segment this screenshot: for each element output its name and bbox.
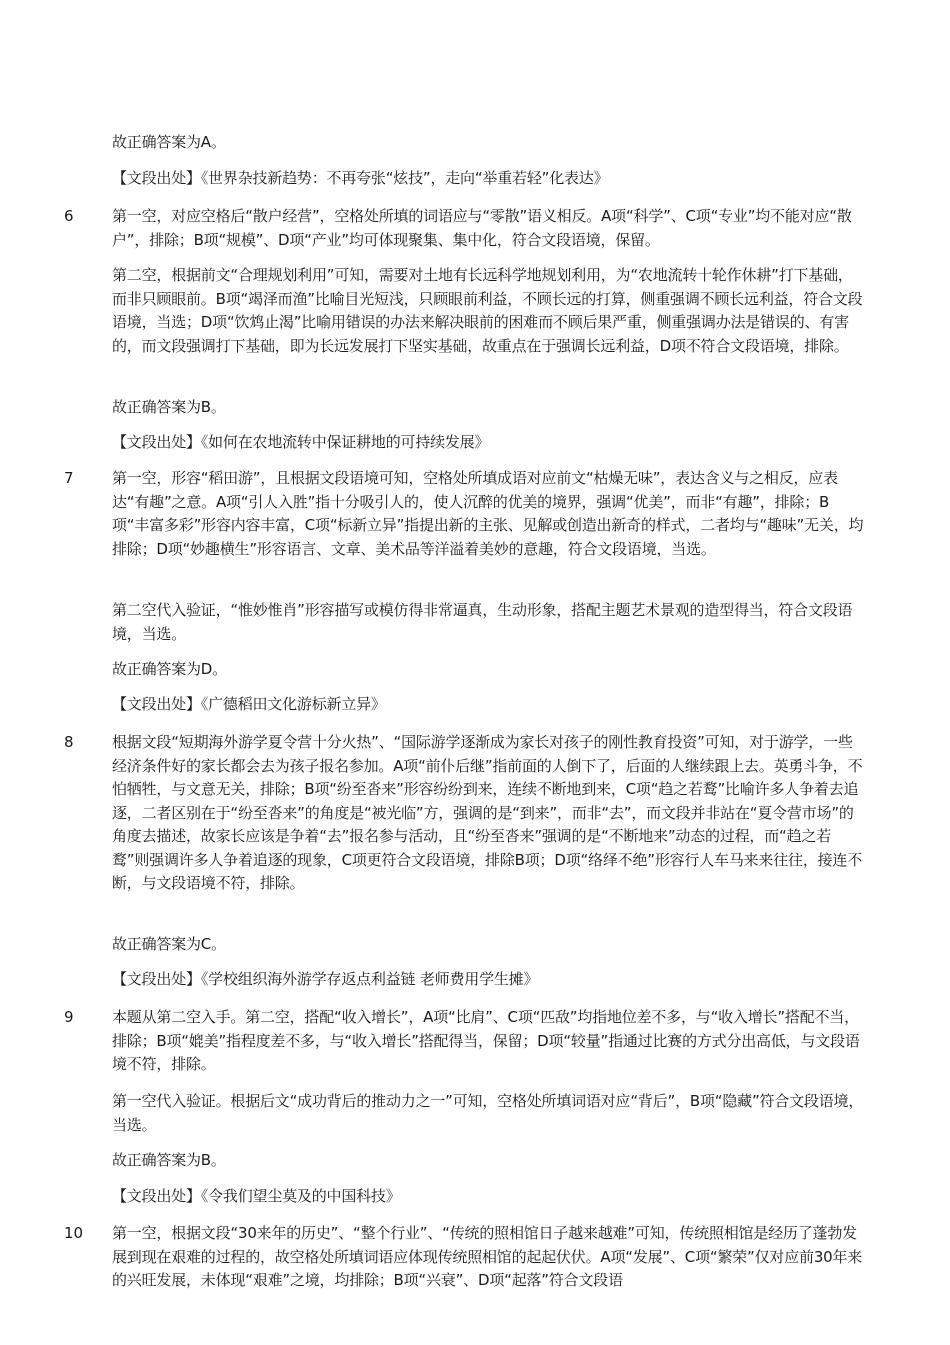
source-line — [112, 431, 864, 455]
explanation-paragraph: 根据文段“短期海外游学夏令营十分火热”、“国际游学逐渐成为家长对孩子的刚性教育投资”可知，对于游学，一些经济条件好的家长都会去为孩子报名参加。A项“前仆后继”指前面的人倒下了，后面的人继续跟上去。英勇斗争，不怕牺牲，与文意无关，排除；B项“纷至沓来”形容纷纷到来，连续不断地到来，C项“趋之若鹜”比喻许多人争着去追逐，二者区别在于“纷至沓来”的角度是“被光临”方，强调的是“到来”，而非“去”，而文段并非站在“夏令营市场”的角度去描述，故家长应该是争着“去”报名参与活动，且“纷至沓来”强调的是“不断地来”动态的过程，而“趋之若鹜”则强调许多人争着追逐的现象，C项更符合文段语境，排除B项；D项“络绎不绝”形容行人车马来来往往，接连不断，与文段语境不符，排除。 — [112, 733, 863, 892]
explanation-paragraph: 第一空，根据文段“30来年的历史”、“整个行业”、“传统的照相馆日子越来越难”可知，传统照相馆是经历了蓬勃发展到现在艰难的过程的，故空格处所填词语应体现传统照相馆的起起伏伏。A项“发展”、C项“繁荣”仅对应前30年来的兴旺发展，未体现“艰难”之境，均排除；B项“兴衰”、D项“起落”符合文段语 — [112, 1224, 863, 1289]
source-title: 《世界杂技新趋势：不再夸张“炫技”，走向“举重若轻”化表达》 — [200, 169, 609, 187]
intro-source — [112, 167, 864, 191]
answer-line: 故正确答案为B。 — [112, 398, 226, 416]
explanation-paragraph: 第一空，对应空格后“散户经营”，空格处所填的词语应与“零散”语义相反。A项“科学”、C项“专业”均不能对应“散户”，排除；B项“规模”、D项“产业”均可体现聚集、集中化，符合文段语境，保留。 — [112, 207, 852, 249]
source-line — [112, 693, 864, 717]
source-label: 【文段出处】 — [112, 970, 201, 988]
intro-answer: 故正确答案为A。 — [112, 133, 226, 151]
explanation-paragraph: 本题从第二空入手。第二空，搭配“收入增长”，A项“比肩”、C项“匹敌”均指地位差不多，与“收入增长”搭配不当，排除；B项“媲美”指程度差不多，与“收入增长”搭配得当，保留；D项“较量”指通过比赛的方式分出高低，与文段语境不符，排除。 — [112, 1008, 860, 1073]
source-title: 《广德稻田文化游标新立异》 — [200, 695, 386, 713]
source-label: 【文段出处】 — [112, 1187, 201, 1205]
question-number: 8 — [64, 733, 74, 751]
explanation-paragraph: 第一空代入验证。根据后文“成功背后的推动力之一”可知，空格处所填词语对应“背后”，B项“隐藏”符合文段语境，当选。 — [112, 1092, 864, 1134]
explanation-paragraph: 第一空，形容“稻田游”，且根据文段语境可知，空格处所填成语对应前文“枯燥无味”，表达含义与之相反，应表达“有趣”之意。A项“引人入胜”指十分吸引人的，使人沉醉的优美的境界，强调“优美”，而非“有趣”，排除；B项“丰富多彩”形容内容丰富，C项“标新立异”指提出新的主张、见解或创造出新奇的样式，二者均与“趣味”无关，均排除；D项“妙趣横生”形容语言、文章、美术品等洋溢着美妙的意趣，符合文段语境，当选。 — [112, 469, 864, 558]
answer-line: 故正确答案为D。 — [112, 660, 227, 678]
explanation-paragraph: 第二空，根据前文“合理规划利用”可知，需要对土地有长远科学地规划利用，为“农地流转十轮作休耕”打下基础，而非只顾眼前。B项“竭泽而渔”比喻目光短浅，只顾眼前利益，不顾长远的打算，侧重强调不顾长远利益，符合文段语境，当选；D项“饮鸩止渴”比喻用错误的办法来解决眼前的困难而不顾后果严重，侧重强调办法是错误的、有害的，而文段强调打下基础，即为长远发展打下坚实基础，故重点在于强调长远利益，D项不符合文段语境，排除。 — [112, 266, 863, 355]
question-number: 7 — [64, 469, 74, 487]
source-line — [112, 968, 864, 992]
answer-line: 故正确答案为C。 — [112, 935, 226, 953]
question-number: 9 — [64, 1008, 74, 1026]
explanation-paragraph: 第二空代入验证，“惟妙惟肖”形容描写或模仿得非常逼真，生动形象，搭配主题艺术景观的造型得当，符合文段语境，当选。 — [112, 601, 853, 643]
question-number: 10 — [64, 1224, 84, 1242]
source-title: 《令我们望尘莫及的中国科技》 — [200, 1187, 401, 1205]
answer-line: 故正确答案为B。 — [112, 1151, 226, 1169]
source-label: 【文段出处】 — [112, 695, 201, 713]
source-title: 《如何在农地流转中保证耕地的可持续发展》 — [200, 433, 490, 451]
source-title: 《学校组织海外游学存返点利益链 老师费用学生摊》 — [200, 970, 539, 988]
question-number: 6 — [64, 207, 74, 225]
source-label: 【文段出处】 — [112, 433, 201, 451]
source-label: 【文段出处】 — [112, 169, 201, 187]
source-line — [112, 1185, 864, 1209]
